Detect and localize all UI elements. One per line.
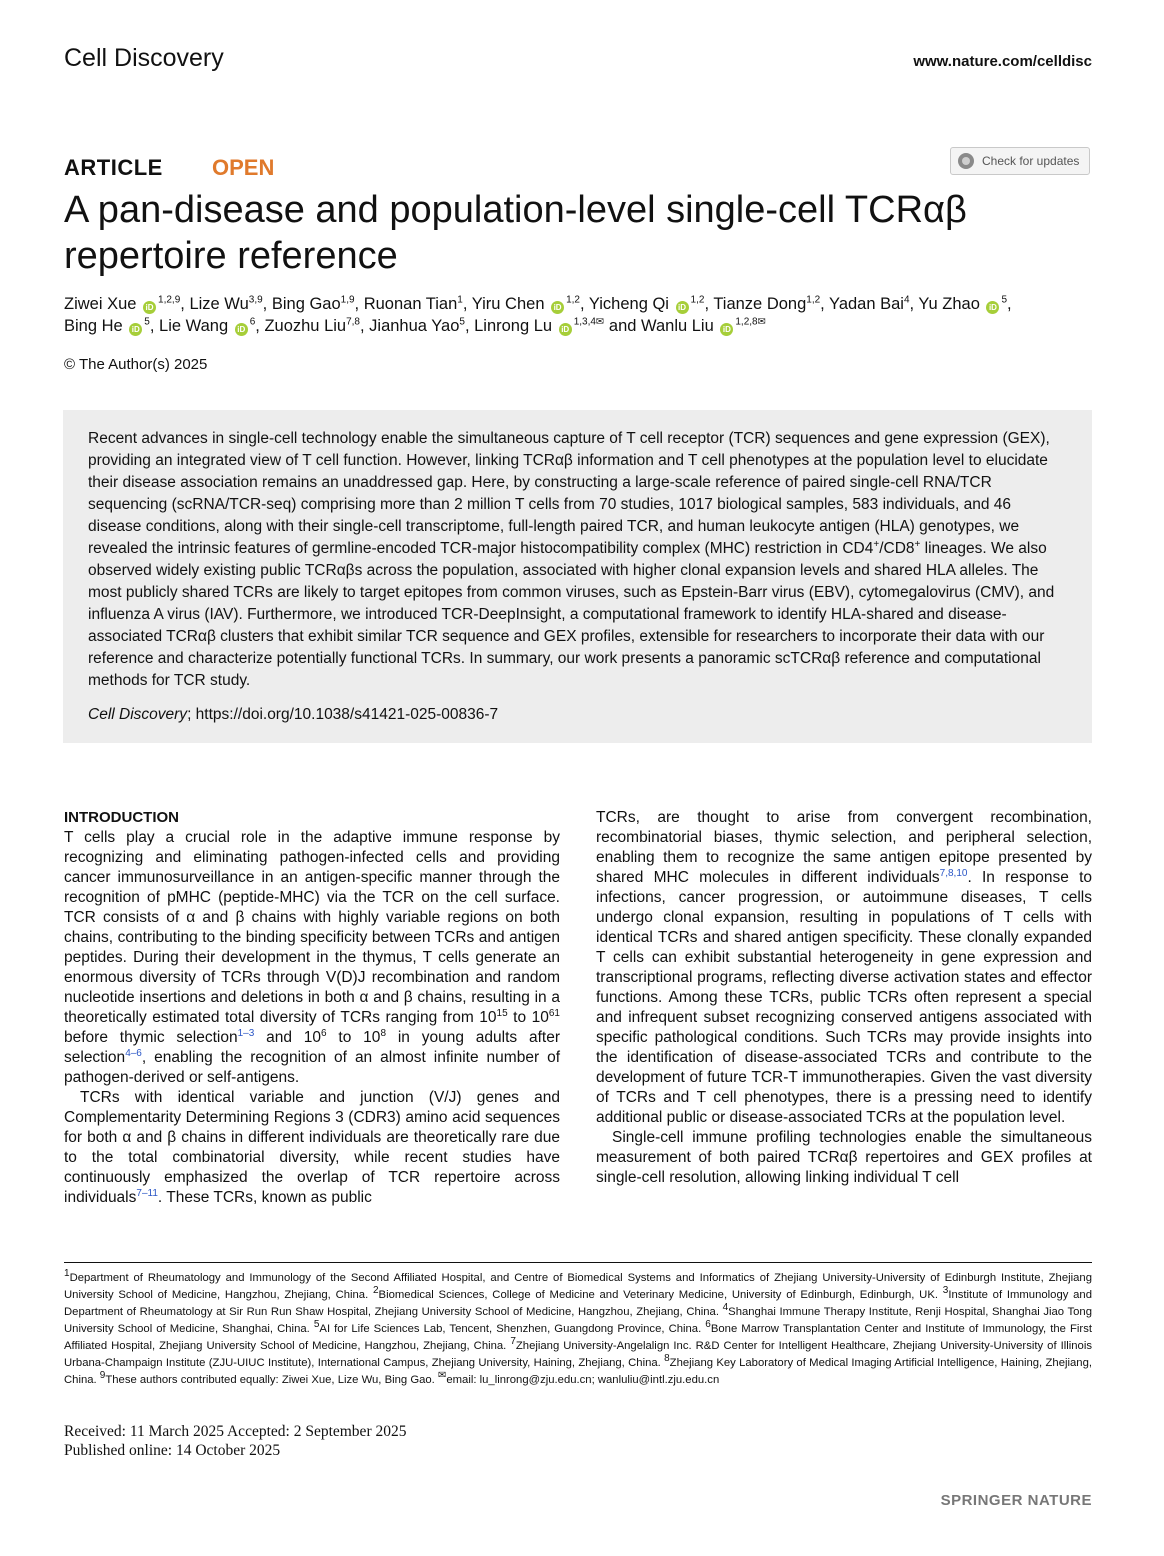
published-date: Published online: 14 October 2025 bbox=[64, 1442, 281, 1459]
received-accepted-dates: Received: 11 March 2025 Accepted: 2 September 2025 bbox=[64, 1423, 407, 1440]
orcid-icon: iD bbox=[986, 301, 999, 314]
check-for-updates-button[interactable] bbox=[950, 147, 1090, 175]
author-list bbox=[64, 293, 1104, 337]
footnote-divider bbox=[64, 1262, 1092, 1263]
citation-doi[interactable]: ; https://doi.org/10.1038/s41421-025-00836-7 bbox=[187, 706, 499, 723]
orcid-icon: iD bbox=[129, 323, 142, 336]
body-paragraph: TCRs with identical variable and junction (V/J) genes and Complementarity Determining Regions 3 (CDR3) amino acid sequences for both α and β chains in different individuals are theoretically rare due to the total combinatorial diversity, while recent studies have continuously emphasized the overlap of TCR repertoire across individuals$^{7-11}$. These TCRs, known as public bbox=[64, 1089, 560, 1206]
citation-line bbox=[88, 706, 1068, 724]
orcid-icon: iD bbox=[143, 301, 156, 314]
open-access-badge: OPEN bbox=[212, 155, 275, 180]
body-paragraph: Single-cell immune profiling technologies enable the simultaneous measurement of both paired TCRαβ repertoires and GEX profiles at single-cell resolution, allowing linking individual T cell bbox=[596, 1129, 1092, 1186]
section-heading: INTRODUCTION bbox=[64, 809, 179, 826]
crossmark-icon bbox=[958, 153, 974, 169]
copyright-notice: © The Author(s) 2025 bbox=[64, 356, 208, 373]
body-paragraph: TCRs, are thought to arise from convergent recombination, recombinatorial biases, thymic selection, and peripheral selection, enabling them to recognize the same antigen epitope presented by shared MHC molecules in different individuals$^{7,8,10}$. In response to infections, cancer progression, or autoimmune diseases, T cells undergo clonal expansion, resulting in populations of T cells with identical TCRs and shared antigen specificity. These clonally expanded T cells can exhibit substantial heterogeneity in gene expression and transcriptional programs, reflecting diverse activation states and effector functions. Among these TCRs, public TCRs often represent a special and infrequent subset recognizing conserved antigens associated with specific pathological conditions. Such TCRs may provide insights into the identification of disease-associated TCRs and contribute to the development of future TCR-T immunotherapies. Given the vast diversity of TCRs and T cell phenotypes, there is a pressing need to identify additional public or disease-associated TCRs at the population level. bbox=[596, 809, 1093, 1126]
orcid-icon: iD bbox=[676, 301, 689, 314]
orcid-icon: iD bbox=[551, 301, 564, 314]
author-line: Ziwei Xue iD$^{1,2,9}$, Lize Wu$^{3,9}$, Bing Gao$^{1,9}$, Ruonan Tian$^1$, Yiru Chen iD$^{1,2}$, Yicheng Qi iD$^{1,2}$, Tianze Dong$^{1,2}$, Yadan Bai$^4$, Yu Zhao $iD^5$, bbox=[64, 294, 1012, 313]
citation-journal: Cell Discovery bbox=[88, 706, 188, 723]
check-for-updates-label: Check for updates bbox=[982, 154, 1080, 168]
abstract-text: Recent advances in single-cell technology enable the simultaneous capture of T cell receptor (TCR) sequences and gene expression (GEX), providing an integrated view of T cell function. However, linking TCRαβ information and T cell phenotypes at the population level to elucidate their disease association remains an unaddressed gap. Here, by constructing a large-scale reference of paired single-cell RNA/TCR sequencing (scRNA/TCR-seq) comprising more than 2 million T cells from 70 studies, 1017 biological samples, 583 individuals, and 46 disease conditions, along with their single-cell transcriptome, full-length paired TCR, and human leukocyte antigen (HLA) genotypes, we revealed the intrinsic features of germline-encoded TCR-major histocompatibility complex (MHC) restriction in CD4+/CD8+ lineages. We also observed widely existing public TCRαβs across the population, associated with higher clonal expansion levels and shared HLA alleles. The most publicly shared TCRs are likely to target epitopes from common viruses, such as Epstein-Barr virus (EBV), cytomegalovirus (CMV), and influenza A virus (IAV). Furthermore, we introduced TCR-DeepInsight, a computational framework to identify HLA-shared and disease-associated TCRαβ clusters that exhibit similar TCR sequence and GEX profiles, extensible for researchers to incorporate their data with our reference and characterize potentially functional TCRs. In summary, our work presents a panoramic scTCRαβ reference and computational methods for TCR study. bbox=[88, 430, 1055, 689]
author-line: Bing He $iD^5$, Lie Wang $iD^6$, Zuozhu Liu$^{7,8}$, Jianhua Yao$^5$, Linrong Lu $iD^{1,3,4✉}$ and Wanlu Liu $iD^{1,2,8✉}$ bbox=[64, 316, 766, 335]
orcid-icon: iD bbox=[559, 323, 572, 336]
affiliations-footnote: $^1$Department of Rheumatology and Immunology of the Second Affiliated Hospital, and Centre of Biomedical Systems and Informatics of Zhejiang University-University of Edinburgh Institute, Zhejiang University School of Medicine, Hangzhou, Zhejiang, China. $^2$Biomedical Sciences, College of Medicine and Veterinary Medicine, University of Edinburgh, Edinburgh, UK. $^3$Institute of Immunology and Department of Rheumatology at Sir Run Run Shaw Hospital, Zhejiang University School of Medicine, Hangzhou, Zhejiang, China. $^4$Shanghai Immune Therapy Institute, Renji Hospital, Shanghai Jiao Tong University School of Medicine, Shanghai, China. $^5$AI for Life Sciences Lab, Tencent, Shenzhen, Guangdong Province, China. $^6$Bone Marrow Transplantation Center and Institute of Immunology, the First Affiliated Hospital, Zhejiang University School of Medicine, Hangzhou, Zhejiang, China. $^7$Zhejiang University-Angelalign Inc. R&D Center for Intelligent Healthcare, Zhejiang University-University of Illinois Urbana-Champaign Institute (ZJU-UIUC Institute), International Campus, Zhejiang University, Haining, Zhejiang, China. $^8$Zhejiang Key Laboratory of Medical Imaging Artificial Intelligence, Haining, Zhejiang, China. $^9$These authors contributed equally: Ziwei Xue, Lize Wu, Bing Gao. ✉email: lu_linrong@zju.edu.cn; wanluliu@intl.zju.edu.cn bbox=[64, 1268, 1093, 1386]
journal-site-link[interactable]: www.nature.com/celldisc bbox=[913, 53, 1092, 70]
body-column-right bbox=[596, 808, 1092, 1188]
body-paragraph: T cells play a crucial role in the adaptive immune response by recognizing and eliminating pathogen-infected cells and providing cancer immunosurveillance in an antigen-specific manner through the recognition of pMHC (peptide-MHC) via the TCR on the cell surface. TCR consists of α and β chains with highly variable regions on both chains, contributing to the binding specificity between TCRs and antigen peptides. During their development in the thymus, T cells generate an enormous diversity of TCRs through V(D)J recombination and random nucleotide insertions and deletions in both α and β chains, resulting in a theoretically estimated total diversity of TCRs ranging from $10^{15}$ to $10^{61}$ before thymic selection$^{1-3}$ and $10^6$ to $10^8$ in young adults after selection$^{4-6}$, enabling the recognition of an almost infinite number of pathogen-derived or self-antigens. bbox=[64, 829, 560, 1086]
body-column-left bbox=[64, 808, 560, 1208]
article-type-label: ARTICLE bbox=[64, 155, 163, 180]
journal-name: Cell Discovery bbox=[64, 44, 224, 72]
publication-dates bbox=[64, 1422, 406, 1460]
article-title: A pan-disease and population-level single-cell TCRαβ repertoire reference bbox=[64, 189, 967, 277]
publisher-logo: SPRINGER NATURE bbox=[940, 1492, 1092, 1509]
orcid-icon: iD bbox=[235, 323, 248, 336]
orcid-icon: iD bbox=[720, 323, 733, 336]
abstract-panel bbox=[63, 410, 1092, 743]
